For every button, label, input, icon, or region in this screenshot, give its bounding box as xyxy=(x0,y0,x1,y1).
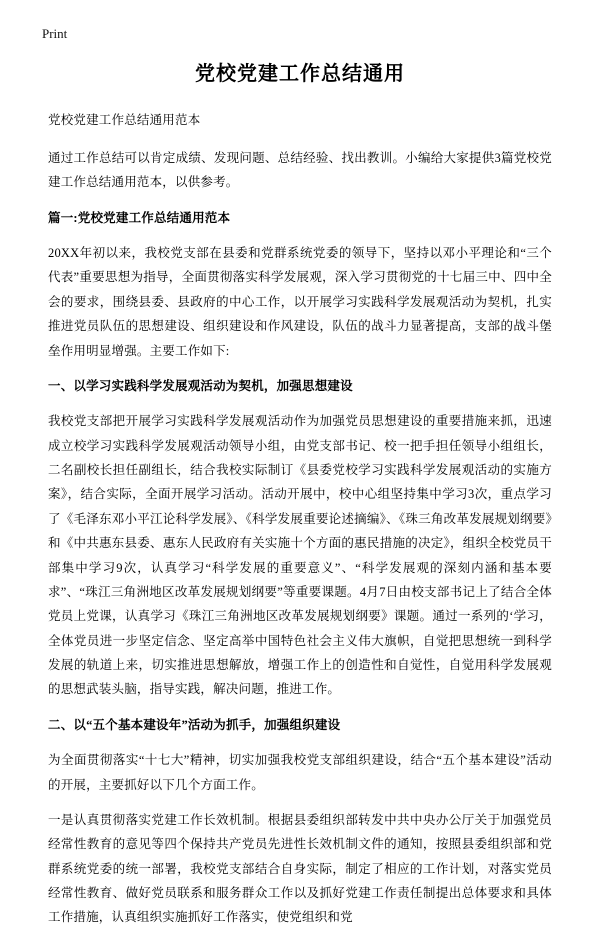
document-subtitle: 党校党建工作总结通用范本 xyxy=(48,112,201,127)
print-label: Print xyxy=(42,26,68,41)
document-paragraph: 一是认真贯彻落实党建工作长效机制。根据县委组织部转发中共中央办公厅关于加强党员经常性教育的意见等四个保持共产党员先进性长效机制文件的通知，按照县委组织部和党群系统党委的统一部署，我校党支部结合自身实际，制定了相应的工作计划，对落实党员经常性教育、做好党员联系和服务群众工作以及抓好党建工作责任制提出总体要求和具体工作措施，认真组织实施抓好工作落实，使党组织和党 xyxy=(48,812,552,925)
print-button[interactable] xyxy=(0,0,600,42)
document-paragraph: 我校党支部把开展学习实践科学发展观活动作为加强党员思想建设的重要措施来抓，迅速成立校学习实践科学发展观活动领导小组，由党支部书记、校一把手担任领导小组组长，二名副校长担任副组长，结合我校实际制订《县委党校学习实践科学发展观活动的实施方案》，结合实际，全面开展学习活动。活动开展中，校中心组坚持集中学习3次，重点学习了《毛泽东邓小平江论科学发展》、《科学发展重要论述摘编》、《珠三角改革发展规划纲要》和《中共惠东县委、惠东人民政府有关实施十个方面的惠民措施的决定》，组织全校党员干部集中学习9次，认真学习“科学发展的重要意义”、“科学发展观的深刻内涵和基本要求”、“珠江三角洲地区改革发展规划纲要”等重要课题。4月7日由校支部书记上了结合全体党员上党课，认真学习《珠江三角洲地区改革发展规划纲要》课题。通过一系列的‘学习，全体党员进一步坚定信念、坚定高举中国特色社会主义伟大旗帜，自觉把思想统一到科学发展的轨道上来，切实推进思想解放，增强工作上的创造性和自觉性，自觉用科学发展观的思想武装头脑，指导实践，解决问题，推进工作。 xyxy=(48,414,552,697)
section-heading: 一、以学习实践科学发展观活动为契机，加强思想建设 xyxy=(48,378,353,393)
document-text-flow xyxy=(48,108,552,925)
document-paragraph: 20XX年初以来，我校党支部在县委和党群系统党委的领导下，坚持以邓小平理论和“三个代表”重要思想为指导，全面贯彻落实科学发展观，深入学习贯彻党的十七届三中、四中全会的要求，围绕县委、县政府的中心工作，以开展学习实践科学发展观活动为契机，扎实推进党员队伍的思想建设、组织建设和作风建设，队伍的战斗力显著提高，支部的战斗堡垒作用明显增强。主要工作如下: xyxy=(48,246,552,358)
document-paragraph: 为全面贯彻落实“十七大”精神，切实加强我校党支部组织建设，结合“五个基本建设”活动的开展，主要抓好以下几个方面工作。 xyxy=(48,753,552,792)
document-body xyxy=(0,60,600,925)
section-heading: 二、以“五个基本建设年”活动为抓手，加强组织建设 xyxy=(48,717,341,732)
page-title: 党校党建工作总结通用 xyxy=(195,62,405,85)
section-heading: 篇一:党校党建工作总结通用范本 xyxy=(48,210,231,225)
document-paragraph: 通过工作总结可以肯定成绩、发现问题、总结经验、找出教训。小编给大家提供3篇党校党建工作总结通用范本，以供参考。 xyxy=(48,150,552,190)
